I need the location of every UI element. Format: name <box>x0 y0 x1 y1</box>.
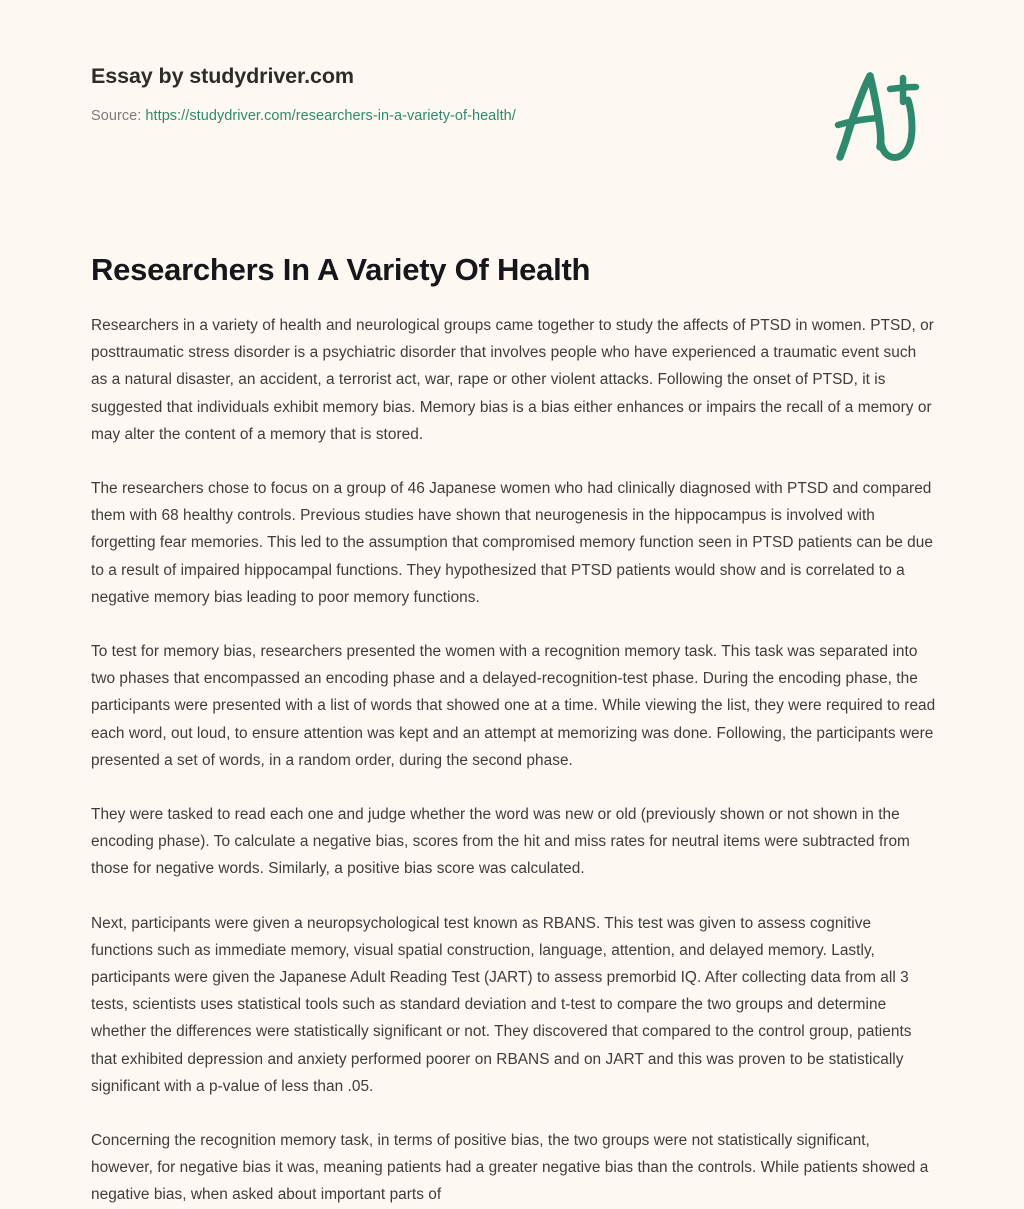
byline: Essay by studydriver.com <box>91 64 354 88</box>
paragraph: The researchers chose to focus on a group of 46 Japanese women who had clinically diagnosed with PTSD and compared them with 68 healthy controls. Previous studies have shown that neurogenesis in the hippocampus is involved with forgetting fear memories. This led to the assumption that compromised memory function seen in PTSD patients can be due to a result of impaired hippocampal functions. They hypothesized that PTSD patients would show and is correlated to a negative memory bias leading to poor memory functions. <box>91 480 933 606</box>
paragraph: Researchers in a variety of health and neurological groups came together to study the affects of PTSD in women. PTSD, or posttraumatic stress disorder is a psychiatric disorder that involves people who have experienced a traumatic event such as a natural disaster, an accident, a terrorist act, war, rape or other violent attacks. Following the onset of PTSD, it is suggested that individuals exhibit memory bias. Memory bias is a bias either enhances or impairs the recall of a memory or may alter the content of a memory that is stored. <box>91 317 934 443</box>
source-label: Source: <box>91 107 142 124</box>
paragraph: They were tasked to read each one and judge whether the word was new or old (previously shown or not shown in the encoding phase). To calculate a negative bias, scores from the hit and miss rates for neutral items were subtracted from those for negative words. Similarly, a positive bias score was calculated. <box>91 806 910 878</box>
paragraph: Next, participants were given a neuropsychological test known as RBANS. This test was given to assess cognitive functions such as immediate memory, visual spatial construction, language, attention, and delayed memory. Lastly, participants were given the Japanese Adult Reading Test (JART) to assess premorbid IQ. After collecting data from all 3 tests, scientists uses statistical tools such as standard deviation and t-test to compare the two groups and determine whether the differences were statistically significant or not. They discovered that compared to the control group, patients that exhibited depression and anxiety performed poorer on RBANS and on JART and this was proven to be statistically significant with a p-value of less than .05. <box>91 914 912 1095</box>
page-title: Researchers In A Variety Of Health <box>91 252 591 287</box>
essay-body <box>0 312 1024 1209</box>
paragraph: To test for memory bias, researchers presented the women with a recognition memory task. This task was separated into two phases that encompassed an encoding phase and a delayed-recognition-test phase. During the encoding phase, the participants were presented with a list of words that showed one at a time. While viewing the list, they were required to read each word, out loud, to ensure attention was kept and an attempt at memorizing was done. Following, the participants were presented a set of words, in a random order, during the second phase. <box>91 643 936 769</box>
source-url-link[interactable]: https://studydriver.com/researchers-in-a-variety-of-health/ <box>145 107 516 124</box>
a-plus-logo-icon <box>820 58 932 170</box>
source-line <box>91 107 934 127</box>
paragraph: Concerning the recognition memory task, in terms of positive bias, the two groups were not statistically significant, however, for negative bias it was, meaning patients had a greater negative bias than the controls. While patients showed a negative bias, when asked about important parts of <box>91 1132 929 1204</box>
